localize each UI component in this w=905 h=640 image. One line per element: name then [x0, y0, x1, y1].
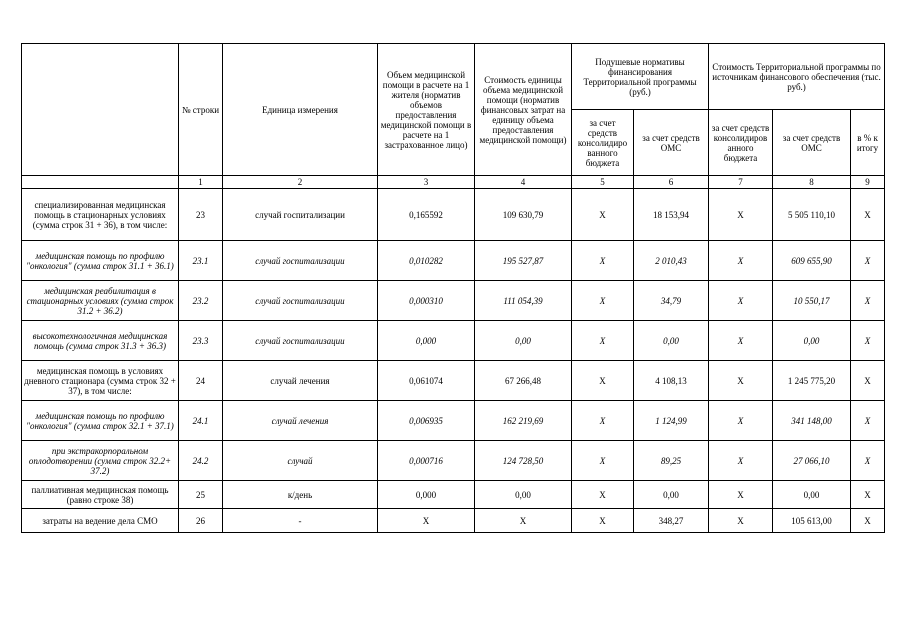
row-volume: 0,000	[378, 481, 475, 509]
row-description: при экстракорпоральном оплодотворении (сумма строк 32.2+ 37.2)	[22, 441, 179, 481]
header-row	[22, 44, 885, 110]
row-oms-cost: 0,00	[773, 321, 851, 361]
row-volume: 0,000310	[378, 281, 475, 321]
row-budget-cost: X	[709, 189, 773, 241]
table-row	[22, 189, 885, 241]
column-number: 6	[634, 176, 709, 189]
row-oms-cost: 609 655,90	[773, 241, 851, 281]
row-budget-per-capita: X	[572, 481, 634, 509]
row-budget-cost: X	[709, 361, 773, 401]
row-unit: случай госпитализации	[223, 241, 378, 281]
row-percent: X	[851, 189, 885, 241]
row-oms-per-capita: 0,00	[634, 481, 709, 509]
column-number: 8	[773, 176, 851, 189]
row-percent: X	[851, 361, 885, 401]
subheader-budget-2: за счет средств консолидиров анного бюджета	[709, 110, 773, 176]
row-unit: -	[223, 509, 378, 533]
row-volume: 0,006935	[378, 401, 475, 441]
row-volume: X	[378, 509, 475, 533]
row-percent: X	[851, 509, 885, 533]
row-budget-per-capita: X	[572, 241, 634, 281]
row-number: 23.2	[179, 281, 223, 321]
row-oms-per-capita: 89,25	[634, 441, 709, 481]
table-row	[22, 321, 885, 361]
row-description: медицинская помощь по профилю "онкология" (сумма строк 32.1 + 37.1)	[22, 401, 179, 441]
row-unit: случай лечения	[223, 401, 378, 441]
row-oms-per-capita: 4 108,13	[634, 361, 709, 401]
table-row	[22, 281, 885, 321]
row-cost: X	[475, 509, 572, 533]
row-budget-per-capita: X	[572, 441, 634, 481]
row-description: медицинская помощь в условиях дневного стационара (сумма строк 32 + 37), в том числе:	[22, 361, 179, 401]
column-number: 2	[223, 176, 378, 189]
subheader-budget: за счет средств консолидиро ванного бюджета	[572, 110, 634, 176]
column-numbers-row	[22, 176, 885, 189]
table-row	[22, 401, 885, 441]
row-percent: X	[851, 321, 885, 361]
row-oms-cost: 341 148,00	[773, 401, 851, 441]
row-unit: случай госпитализации	[223, 281, 378, 321]
row-oms-cost: 10 550,17	[773, 281, 851, 321]
row-budget-cost: X	[709, 321, 773, 361]
row-volume: 0,000	[378, 321, 475, 361]
row-oms-per-capita: 2 010,43	[634, 241, 709, 281]
row-oms-per-capita: 0,00	[634, 321, 709, 361]
row-percent: X	[851, 481, 885, 509]
row-budget-cost: X	[709, 509, 773, 533]
row-budget-per-capita: X	[572, 361, 634, 401]
row-cost: 111 054,39	[475, 281, 572, 321]
row-budget-per-capita: X	[572, 281, 634, 321]
row-cost: 124 728,50	[475, 441, 572, 481]
row-unit: случай	[223, 441, 378, 481]
row-percent: X	[851, 281, 885, 321]
row-oms-cost: 0,00	[773, 481, 851, 509]
row-budget-cost: X	[709, 401, 773, 441]
header-description	[22, 44, 179, 176]
row-oms-cost: 105 613,00	[773, 509, 851, 533]
row-unit: к/день	[223, 481, 378, 509]
row-cost: 67 266,48	[475, 361, 572, 401]
row-description: высокотехнологичная медицинская помощь (сумма строк 31.3 + 36.3)	[22, 321, 179, 361]
row-oms-per-capita: 18 153,94	[634, 189, 709, 241]
table-row	[22, 441, 885, 481]
row-description: медицинская помощь по профилю "онкология" (сумма строк 31.1 + 36.1)	[22, 241, 179, 281]
table-row	[22, 509, 885, 533]
table-row	[22, 481, 885, 509]
row-number: 24.2	[179, 441, 223, 481]
row-volume: 0,165592	[378, 189, 475, 241]
column-number: 7	[709, 176, 773, 189]
row-budget-per-capita: X	[572, 189, 634, 241]
row-volume: 0,061074	[378, 361, 475, 401]
header-cost: Стоимость единицы объема медицинской помощи (норматив финансовых затрат на единицу объема предоставления медицинской помощи)	[475, 44, 572, 176]
row-oms-cost: 1 245 775,20	[773, 361, 851, 401]
row-number: 23.3	[179, 321, 223, 361]
header-program-cost: Стоимость Территориальной программы по источникам финансового обеспечения (тыс. руб.)	[709, 44, 885, 110]
row-description: медицинская реабилитация в стационарных условиях (сумма строк 31.2 + 36.2)	[22, 281, 179, 321]
row-number: 24	[179, 361, 223, 401]
row-cost: 0,00	[475, 321, 572, 361]
subheader-oms-2: за счет средств ОМС	[773, 110, 851, 176]
column-number: 4	[475, 176, 572, 189]
header-unit: Единица измерения	[223, 44, 378, 176]
row-cost: 195 527,87	[475, 241, 572, 281]
row-number: 23	[179, 189, 223, 241]
subheader-percent: в % к итогу	[851, 110, 885, 176]
row-description: паллиативная медицинская помощь (равно строке 38)	[22, 481, 179, 509]
row-number: 26	[179, 509, 223, 533]
row-percent: X	[851, 441, 885, 481]
column-number: 1	[179, 176, 223, 189]
row-oms-per-capita: 1 124,99	[634, 401, 709, 441]
row-number: 23.1	[179, 241, 223, 281]
column-number-blank	[22, 176, 179, 189]
row-unit: случай госпитализации	[223, 321, 378, 361]
row-unit: случай лечения	[223, 361, 378, 401]
header-volume: Объем медицинской помощи в расчете на 1 жителя (норматив объемов предоставления медицинской помощи в расчете на 1 застрахованное лицо)	[378, 44, 475, 176]
row-volume: 0,010282	[378, 241, 475, 281]
row-budget-cost: X	[709, 241, 773, 281]
row-description: специализированная медицинская помощь в стационарных условиях (сумма строк 31 + 36), в том числе:	[22, 189, 179, 241]
table-row	[22, 361, 885, 401]
row-cost: 109 630,79	[475, 189, 572, 241]
financing-table	[21, 43, 885, 533]
column-number: 9	[851, 176, 885, 189]
row-description: затраты на ведение дела СМО	[22, 509, 179, 533]
document-page	[21, 43, 885, 533]
row-percent: X	[851, 241, 885, 281]
row-budget-cost: X	[709, 281, 773, 321]
row-oms-cost: 5 505 110,10	[773, 189, 851, 241]
row-budget-per-capita: X	[572, 401, 634, 441]
column-number: 3	[378, 176, 475, 189]
row-oms-per-capita: 34,79	[634, 281, 709, 321]
row-budget-cost: X	[709, 441, 773, 481]
subheader-oms: за счет средств ОМС	[634, 110, 709, 176]
row-cost: 162 219,69	[475, 401, 572, 441]
table-row	[22, 241, 885, 281]
header-row-number: № строки	[179, 44, 223, 176]
row-budget-per-capita: X	[572, 321, 634, 361]
row-budget-cost: X	[709, 481, 773, 509]
header-per-capita: Подушевые нормативы финансирования Территориальной программы (руб.)	[572, 44, 709, 110]
row-cost: 0,00	[475, 481, 572, 509]
row-number: 24.1	[179, 401, 223, 441]
row-budget-per-capita: X	[572, 509, 634, 533]
row-unit: случай госпитализации	[223, 189, 378, 241]
column-number: 5	[572, 176, 634, 189]
row-percent: X	[851, 401, 885, 441]
row-oms-per-capita: 348,27	[634, 509, 709, 533]
row-number: 25	[179, 481, 223, 509]
row-oms-cost: 27 066,10	[773, 441, 851, 481]
row-volume: 0,000716	[378, 441, 475, 481]
